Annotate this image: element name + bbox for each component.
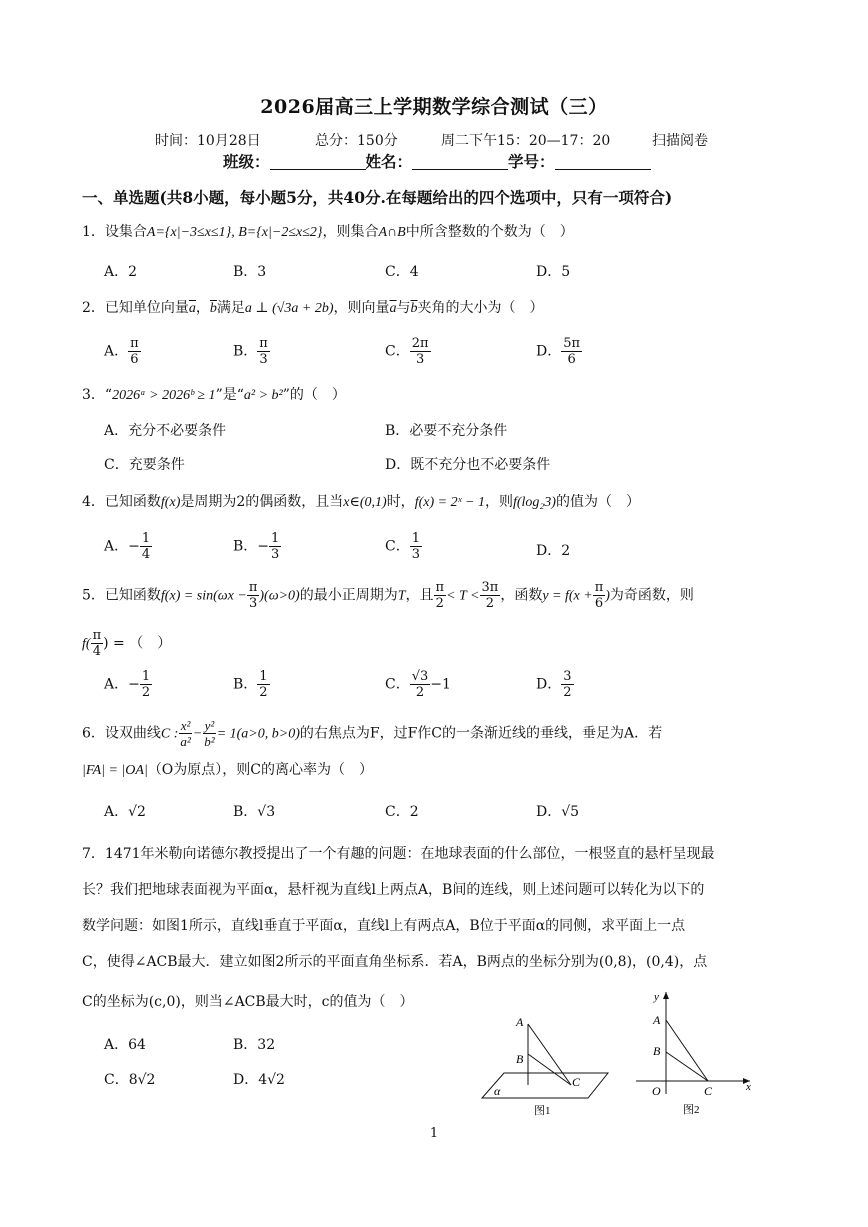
q5-option-d-letter: D． [536, 676, 562, 693]
q7-option-d[interactable]: D．4√2 [233, 1072, 285, 1088]
q3-option-b[interactable]: B．必要不充分条件 [385, 423, 508, 439]
q6-line2-post: （O为原点），则C的离心率为（ ） [147, 762, 374, 778]
q4-domain: x∈(0,1) [343, 495, 387, 510]
q5-ineq-mid: < T < [446, 588, 480, 604]
page-number: 1 [429, 1126, 439, 1141]
q5-yfun-post: ) [605, 588, 610, 604]
segment-ac [666, 1020, 708, 1081]
q6-condition: |FA| = |OA| [82, 763, 148, 778]
q2-option-b-num: π [259, 336, 268, 351]
exam-schedule: 周二下午15：20—17：20 [441, 133, 611, 149]
q5-line2-den: 4 [92, 644, 101, 659]
q5-fdef-num: π [248, 580, 258, 595]
q6-option-a[interactable]: A．√2 [104, 804, 146, 820]
student-fields [223, 150, 651, 172]
q2-option-c[interactable] [385, 336, 431, 367]
segment-bc [528, 1054, 571, 1085]
class-blank[interactable] [270, 155, 366, 170]
q5-option-a-sign: − [128, 676, 140, 693]
q6-text: 6．设双曲线 [82, 725, 161, 742]
exam-grading-method: 扫描阅卷 [652, 133, 708, 149]
q5-option-c-den: 2 [415, 685, 425, 700]
fig2-label-x: x [746, 1081, 751, 1093]
y-axis-arrow-icon [663, 992, 669, 999]
q2-vector-a: $\overline{a}$ [188, 301, 196, 316]
q1-option-a[interactable]: A．2 [104, 264, 138, 280]
fig2-label-b: B [653, 1044, 661, 1058]
q4-text-mid3: ，则 [484, 494, 513, 510]
q6-eq-post: = 1(a>0, b>0) [216, 726, 300, 742]
q6-a2: a² [180, 734, 191, 749]
q5-fdef-post: )(ω>0) [259, 588, 300, 604]
q5-option-a-letter: A． [104, 676, 129, 693]
q6-b2: b² [204, 734, 215, 749]
q6-option-c[interactable]: C．2 [385, 804, 419, 820]
question-6-line2 [82, 760, 373, 781]
q5-ineq-den2: 2 [485, 596, 495, 611]
name-blank[interactable] [412, 155, 508, 170]
q6-y2: y² [204, 718, 215, 733]
q7-option-b[interactable]: B．32 [233, 1037, 276, 1053]
q6-text-mid: 的右焦点为F，过F作C的一条渐近线的垂线，垂足为A．若 [299, 725, 663, 742]
q3-option-c[interactable]: C．充要条件 [104, 457, 185, 473]
q2-option-d[interactable] [536, 336, 582, 367]
q2-sep: ， [195, 300, 210, 316]
q5-option-a-num: 1 [141, 669, 151, 684]
fig2-label-y: y [654, 991, 659, 1003]
q1-option-d[interactable]: D．5 [536, 264, 571, 280]
q1-option-c[interactable]: C．4 [385, 264, 419, 280]
q1-text-post: 中所含整数的个数为（ ） [405, 224, 574, 240]
q4-option-d[interactable]: D．2 [536, 543, 571, 559]
q2-option-d-letter: D． [536, 343, 562, 360]
q2-option-b[interactable] [233, 336, 270, 367]
question-1-stem [82, 222, 574, 243]
q1-sets-formula: A={x|−3≤x≤1}, B={x|−2≤x≤2} [146, 225, 323, 240]
q1-option-b[interactable]: B．3 [233, 264, 267, 280]
q2-option-d-num: 5π [563, 336, 581, 351]
q7-option-c[interactable]: C．8√2 [104, 1072, 156, 1088]
q4-text: 4．已知函数 [82, 494, 161, 510]
q5-line2-num: π [92, 628, 102, 643]
question-7-line4: C，使得∠ACB最大．建立如图2所示的平面直角坐标系．若A，B两点的坐标分别为(0,8)，(0,4)，点 [82, 954, 708, 970]
question-7-line2: 长？我们把地球表面视为平面α，悬杆视为直线l上两点A，B间的连线，则上述问题可以转化为以下的 [82, 882, 705, 898]
q5-text-post: 为奇函数，则 [609, 587, 694, 604]
question-7-line3: 数学问题：如图1所示，直线l垂直于平面α，直线l上有两点A，B位于平面α的同侧，求平面上一点 [82, 918, 686, 934]
q6-curve: C : [160, 726, 179, 742]
segment-bc [666, 1052, 708, 1081]
q4-text-mid2: 时， [386, 494, 415, 510]
q5-period: T [397, 588, 406, 604]
q4-text-mid: 是周期为2的偶函数，且当 [180, 494, 344, 510]
q5-option-a[interactable] [104, 669, 152, 700]
q5-option-b[interactable] [233, 669, 270, 700]
q5-option-d-num: 3 [563, 669, 572, 684]
fig1-label-b: B [516, 1052, 524, 1066]
q4-option-b[interactable] [233, 531, 281, 562]
question-7-line5: C的坐标为(c,0)，则当∠ACB最大时，c的值为（ ） [82, 994, 414, 1010]
segment-ac [528, 1024, 571, 1085]
q4-option-a-num: 1 [141, 531, 151, 546]
q3-option-a[interactable]: A．充分不必要条件 [104, 423, 227, 439]
q5-yfun-num: π [594, 580, 604, 595]
q2-text-mid2: ，则向量 [333, 300, 390, 316]
q5-option-c[interactable] [385, 669, 451, 700]
q6-x2: x² [180, 718, 191, 733]
q3-cond2: a² > b² [243, 388, 283, 403]
q4-option-c-den: 3 [411, 547, 420, 562]
fig2-label-c: C [704, 1084, 713, 1098]
q5-option-b-num: 1 [259, 669, 268, 684]
q4-option-b-num: 1 [271, 531, 280, 546]
q2-condition-formula: a ⊥ (√3a + 2b) [244, 301, 334, 316]
q2-option-b-letter: B． [233, 343, 258, 360]
q5-fdef-den: 3 [248, 596, 258, 611]
question-2-stem [82, 298, 544, 319]
q2-vector-b: $\overline{b}$ [209, 301, 217, 316]
q5-option-a-den: 2 [141, 685, 151, 700]
question-3-stem [82, 385, 346, 406]
q6-option-d[interactable]: D．√5 [536, 804, 580, 820]
q2-option-c-den: 3 [415, 352, 425, 367]
exam-time: 时间：10月28日 [155, 133, 261, 149]
q2-text-mid: 满足 [216, 300, 245, 316]
q6-option-b[interactable]: B．√3 [233, 804, 276, 820]
q5-text: 5．已知函数 [82, 587, 161, 604]
q2-option-a-letter: A． [104, 343, 129, 360]
q5-option-b-letter: B． [233, 676, 258, 693]
q4-option-a-sign: − [128, 538, 140, 555]
q2-option-c-num: 2π [411, 336, 429, 351]
q5-text-mid3: ，函数 [500, 587, 543, 604]
q5-ineq-den1: 2 [435, 596, 444, 611]
q4-definition: f(x) = 2ˣ − 1 [414, 495, 485, 510]
q4-text-post: 的值为（ ） [555, 494, 640, 510]
q2-option-a-num: π [130, 336, 139, 351]
q2-option-a[interactable] [104, 336, 141, 367]
q4-option-c-letter: C． [385, 538, 410, 555]
q5-line2-post: ) = （ ） [103, 635, 172, 652]
q4-option-b-sign: − [257, 538, 270, 555]
q3-cond1: 2026ᵃ > 2026ᵇ ≥ 1 [112, 388, 216, 403]
question-6-stem: 6．设双曲线C : $\frac{\text{x²}}{\text{a²}}$ − $\frac{\text{y²}}{\text{b²}}$ = 1(a>0, b>0)的右焦点为F，过F作C的一条渐近线的垂线，垂足为A．若 [82, 718, 663, 749]
q5-line2-pre: f( [82, 636, 91, 652]
q2-option-c-letter: C． [385, 343, 410, 360]
figure-1-diagram [476, 1010, 616, 1120]
q3-text-mid: ”是“ [215, 387, 244, 403]
q5-option-d-den: 2 [563, 685, 572, 700]
q2-vector-b-2: $\overline{b}$ [410, 301, 418, 316]
q4-evaluation: f(log₂3) [512, 495, 556, 510]
fig1-label-c: C [572, 1075, 581, 1089]
exam-total-score: 总分：150分 [315, 133, 398, 149]
q4-fx: f(x) [160, 495, 181, 510]
fig1-label-alpha: α [494, 1084, 501, 1098]
q2-option-d-den: 6 [567, 352, 576, 367]
q2-text-mid3: 与 [396, 300, 411, 316]
q5-text-mid2: ，且 [405, 587, 434, 604]
name-label: 姓名： [365, 152, 413, 171]
figure-2-diagram [628, 986, 760, 1120]
q3-option-d[interactable]: D．既不充分也不必要条件 [385, 457, 551, 473]
section-heading: 一、单选题(共8小题，每小题5分，共40分.在每题给出的四个选项中，只有一项符合) [82, 188, 673, 207]
q3-text: 3．“ [82, 387, 113, 403]
q5-option-c-letter: C． [385, 676, 410, 693]
q5-fdef-pre: f(x) = sin(ωx − [160, 588, 247, 604]
q2-option-a-den: 6 [130, 352, 139, 367]
q5-yfun-pre: y = f(x + [542, 588, 593, 604]
question-4-stem [82, 492, 640, 513]
class-label: 班级： [223, 152, 270, 171]
page-title: 2026届高三上学期数学综合测试（三） [260, 96, 608, 118]
question-5-stem [82, 580, 694, 611]
q4-option-a-den: 4 [141, 547, 151, 562]
q5-option-d[interactable] [536, 669, 574, 700]
q2-text: 2．已知单位向量 [82, 300, 189, 316]
q4-option-c-num: 1 [411, 531, 420, 546]
q5-option-b-den: 2 [259, 685, 268, 700]
fig2-caption: 图2 [683, 1104, 700, 1116]
q4-option-b-den: 3 [271, 547, 280, 562]
fig2-label-o: O [652, 1084, 661, 1098]
student-id-label: 学号： [508, 152, 555, 171]
q5-ineq-num1: π [435, 580, 445, 595]
question-5-line2 [82, 628, 171, 659]
question-7-line1: 7．1471年米勒向诺德尔教授提出了一个有趣的问题：在地球表面的什么部位，一根竖直的悬杆呈现最 [82, 846, 715, 862]
q2-text-post: 夹角的大小为（ ） [417, 300, 544, 316]
q4-option-c[interactable] [385, 531, 422, 562]
q2-option-b-den: 3 [259, 352, 268, 367]
plane-alpha [482, 1073, 608, 1098]
q7-option-a[interactable]: A．64 [104, 1037, 146, 1053]
q4-option-a-letter: A． [104, 538, 129, 555]
q1-text: 1．设集合 [82, 224, 147, 240]
q4-option-b-letter: B． [233, 538, 258, 555]
q4-option-a[interactable] [104, 531, 152, 562]
q2-vector-a-2: $\overline{a}$ [389, 301, 397, 316]
fig1-label-a: A [516, 1015, 524, 1029]
q1-intersection: A∩B [378, 225, 406, 240]
q5-option-c-num: √3 [411, 669, 429, 684]
fig1-caption: 图1 [534, 1105, 551, 1117]
q1-text-mid: ，则集合 [322, 224, 379, 240]
fig2-label-a: A [653, 1013, 661, 1027]
student-id-blank[interactable] [555, 155, 651, 170]
q5-text-mid: 的最小正周期为 [299, 587, 398, 604]
q5-option-c-tail: −1 [430, 676, 451, 693]
q5-yfun-den: 6 [594, 596, 604, 611]
q3-text-post: ”的（ ） [282, 387, 346, 403]
q5-ineq-num2: 3π [481, 580, 499, 595]
